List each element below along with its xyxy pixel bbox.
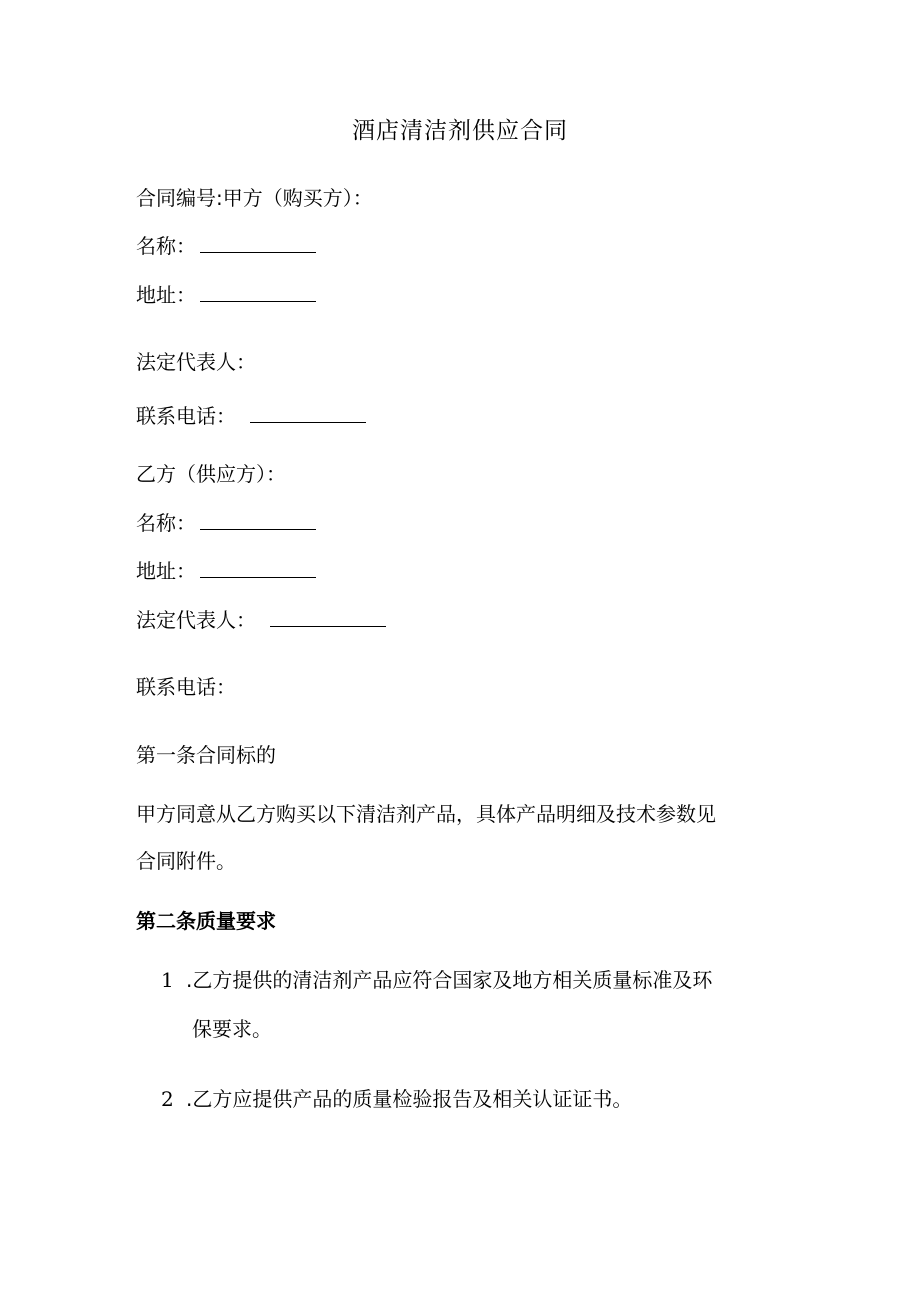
party-a-address-blank [200,281,316,302]
party-a-phone-row [136,402,366,430]
article1-text-line1: 甲方同意从乙方购买以下清洁剂产品，具体产品明细及技术参数见 [136,802,716,826]
party-a-rep-label: 法定代表人： [136,350,256,374]
article2-item-text-continued: 保要求。 [192,1017,272,1041]
party-a-name-blank [200,232,316,253]
article2-item-number: 1 [161,968,174,992]
party-b-address-label: 地址： [136,559,196,583]
party-b-rep-blank [270,606,386,627]
party-a-address-label: 地址： [136,283,196,307]
article1-text-line2: 合同附件。 [136,849,236,873]
party-b-name-blank [200,509,316,530]
party-b-address-row [136,557,316,585]
party-b-address-blank [200,557,316,578]
party-a-rep-row [136,348,256,376]
document-title: 酒店清洁剂供应合同 [352,118,568,144]
party-b-heading: 乙方（供应方）： [136,462,286,486]
article2-item-number: 2 [161,1087,174,1111]
party-a-name-label: 名称： [136,234,196,258]
party-b-rep-label: 法定代表人： [136,608,256,632]
article2-heading: 第二条质量要求 [136,909,276,933]
party-a-phone-blank [250,402,366,423]
party-a-phone-label: 联系电话： [136,404,236,428]
party-a-name-row [136,232,316,260]
article2-item-text: .乙方应提供产品的质量检验报告及相关认证证书。 [186,1087,633,1111]
party-b-phone-label: 联系电话： [136,675,236,699]
contract-number-line: 合同编号:甲方（购买方）： [136,186,373,210]
party-b-name-label: 名称： [136,511,196,535]
party-b-phone-row [136,673,236,701]
party-b-name-row [136,509,316,537]
article2-item-text: .乙方提供的清洁剂产品应符合国家及地方相关质量标准及环 [186,968,713,992]
article1-heading: 第一条合同标的 [136,743,276,767]
party-a-address-row [136,281,316,309]
party-b-rep-row [136,606,386,634]
